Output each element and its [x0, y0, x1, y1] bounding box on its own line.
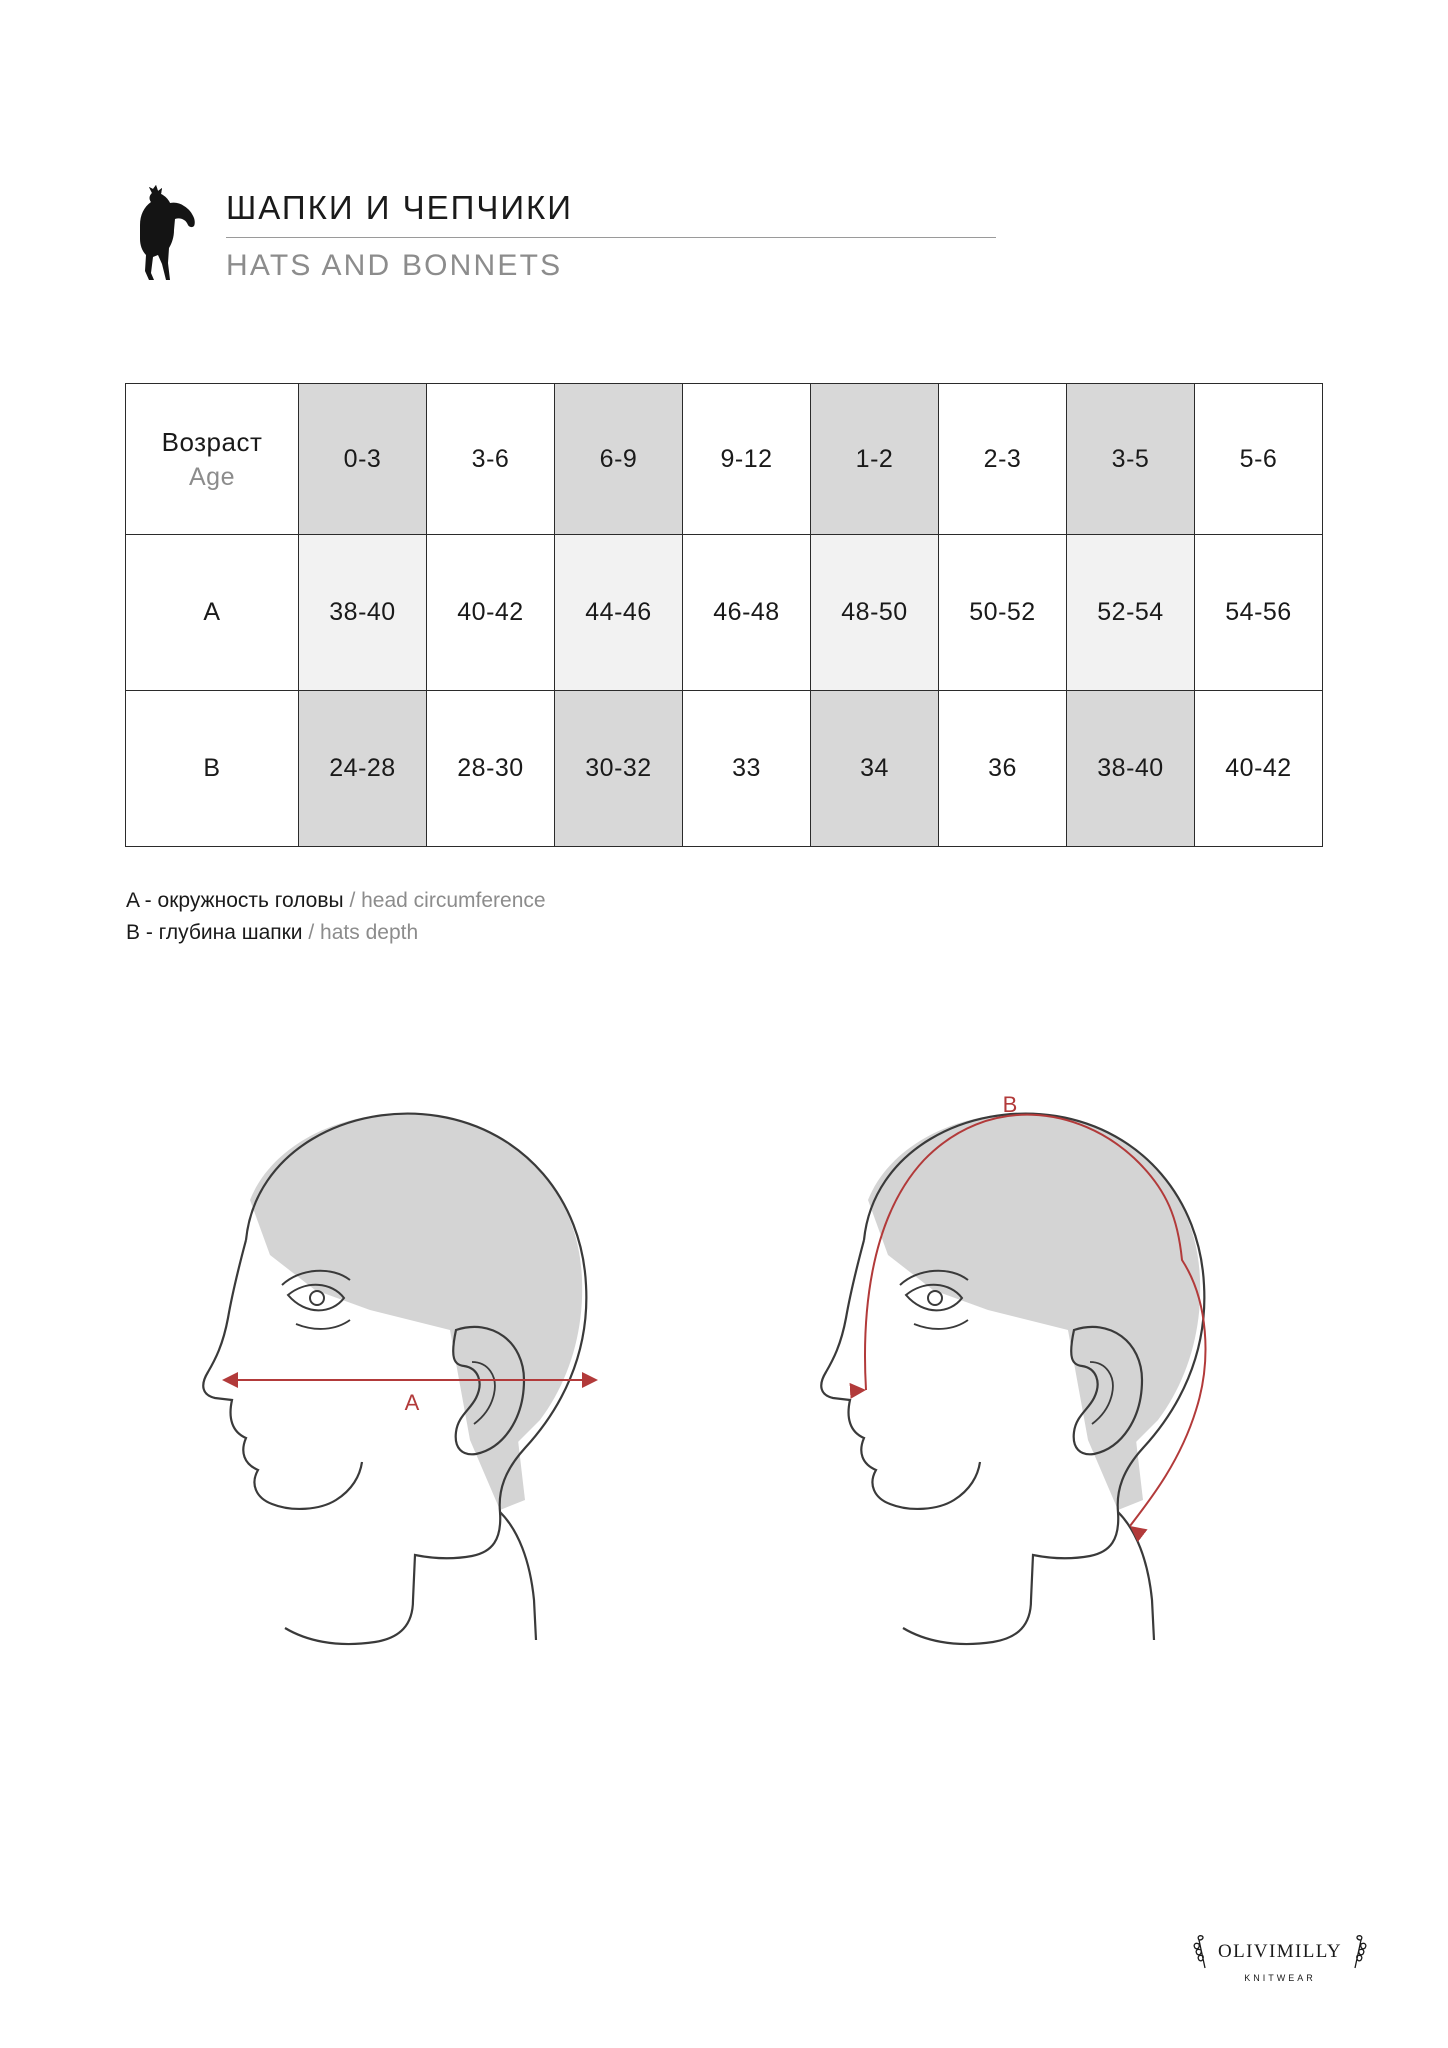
legend-b-ru: B - глубина шапки: [126, 921, 303, 944]
measure-cell-b: 38-40: [1067, 691, 1195, 847]
measure-cell-a: 54-56: [1195, 535, 1323, 691]
legend-line-a: [126, 885, 546, 917]
measure-cell-b: 40-42: [1195, 691, 1323, 847]
page-title-ru: ШАПКИ И ЧЕПЧИКИ: [226, 189, 573, 226]
measure-cell-b: 24-28: [299, 691, 427, 847]
marker-label-a: A: [404, 1390, 420, 1415]
measure-cell-a: 38-40: [299, 535, 427, 691]
measure-cell-a: 40-42: [427, 535, 555, 691]
legend-a-en: / head circumference: [349, 889, 546, 912]
row-label-a: A: [126, 535, 299, 691]
page-header: [118, 185, 998, 310]
measure-cell-b: 36: [939, 691, 1067, 847]
figure-head-circumference: [203, 1114, 586, 1645]
age-header-cell: [126, 384, 299, 535]
age-cell: 3-5: [1067, 384, 1195, 535]
age-cell: 9-12: [683, 384, 811, 535]
measure-cell-a: 50-52: [939, 535, 1067, 691]
size-table: [125, 383, 1323, 847]
age-label-ru: Возраст: [161, 427, 263, 457]
wheat-left-icon: [1190, 1935, 1212, 1969]
row-label-b: B: [126, 691, 299, 847]
age-cell: 3-6: [427, 384, 555, 535]
legend-line-b: [126, 917, 546, 949]
measure-cell-a: 44-46: [555, 535, 683, 691]
legend-a-ru: A - окружность головы: [126, 889, 344, 912]
legend-b-en: / hats depth: [308, 921, 419, 944]
marker-label-b: B: [1002, 1092, 1018, 1117]
wheat-right-icon: [1348, 1935, 1370, 1969]
brand-tagline: KNITWEAR: [1244, 1973, 1316, 1983]
figure-hat-depth: [821, 1092, 1205, 1644]
measure-cell-b: 30-32: [555, 691, 683, 847]
deer-icon: [118, 185, 208, 295]
measure-cell-b: 28-30: [427, 691, 555, 847]
page-title-en: HATS AND BONNETS: [226, 249, 563, 282]
table-row-b: [126, 691, 1323, 847]
legend: [126, 885, 546, 949]
table-row-ages: [126, 384, 1323, 535]
measurement-figures: [120, 1080, 1350, 1680]
table-row-a: [126, 535, 1323, 691]
measure-cell-a: 48-50: [811, 535, 939, 691]
measure-cell-b: 33: [683, 691, 811, 847]
title-divider: [226, 237, 996, 238]
title-block: [226, 187, 996, 286]
measure-cell-b: 34: [811, 691, 939, 847]
age-cell: 5-6: [1195, 384, 1323, 535]
age-cell: 0-3: [299, 384, 427, 535]
measure-cell-a: 52-54: [1067, 535, 1195, 691]
age-cell: 6-9: [555, 384, 683, 535]
age-cell: 1-2: [811, 384, 939, 535]
age-cell: 2-3: [939, 384, 1067, 535]
measure-cell-a: 46-48: [683, 535, 811, 691]
age-label-en: Age: [189, 463, 235, 491]
brand-logo: [1185, 1935, 1375, 1983]
brand-name: OLIVIMILLY: [1218, 1941, 1342, 1962]
